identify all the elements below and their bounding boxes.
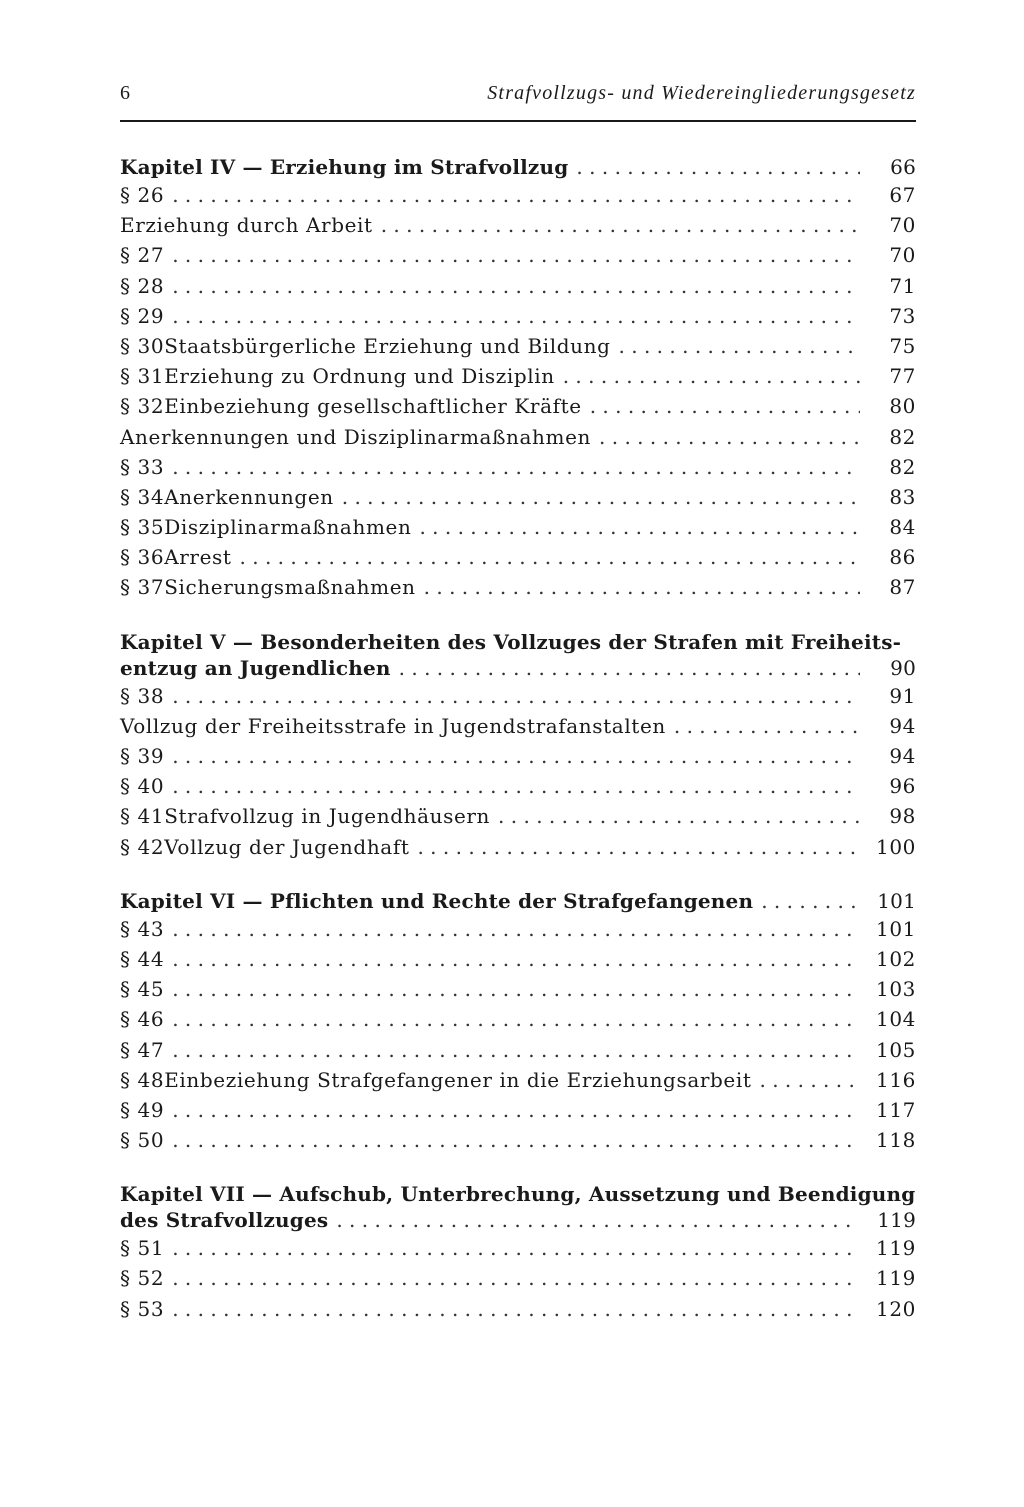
entry-title: Strafvollzug in Jugendhäusern bbox=[164, 804, 491, 829]
leader-dots bbox=[419, 512, 860, 542]
leader-dots bbox=[424, 572, 860, 602]
toc-entry[interactable] bbox=[120, 361, 916, 391]
entry-page-number: 70 bbox=[889, 213, 916, 238]
leader-dots bbox=[381, 210, 860, 240]
chapter-heading-entry[interactable] bbox=[120, 655, 916, 681]
chapter-heading bbox=[120, 629, 916, 655]
leader-dots bbox=[172, 1095, 858, 1125]
toc-entry[interactable] bbox=[120, 1263, 916, 1293]
leader-dots bbox=[172, 914, 858, 944]
toc-entry[interactable] bbox=[120, 711, 916, 741]
toc-entry[interactable] bbox=[120, 741, 916, 771]
section-number: § 48 bbox=[120, 1067, 165, 1092]
leader-dots bbox=[172, 974, 858, 1004]
chapter-block bbox=[120, 888, 916, 1156]
running-title: Strafvollzugs- und Wiedereingliederungsgesetz bbox=[487, 82, 916, 104]
entry-page-number: 116 bbox=[876, 1067, 916, 1092]
entry-page-number: 84 bbox=[889, 515, 916, 540]
leader-dots bbox=[172, 301, 860, 331]
entry-page-number: 104 bbox=[876, 1007, 916, 1032]
leader-dots bbox=[336, 1207, 859, 1233]
entry-page-number: 119 bbox=[876, 1266, 916, 1291]
toc-entry[interactable] bbox=[120, 681, 916, 711]
entry-title: Anerkennungen bbox=[164, 484, 334, 509]
entry-title: Anerkennungen und Disziplinarmaßnahmen bbox=[120, 424, 592, 449]
section-number: § 50 bbox=[120, 1128, 165, 1153]
leader-dots bbox=[342, 482, 860, 512]
section-number: § 40 bbox=[120, 774, 165, 799]
leader-dots bbox=[417, 832, 858, 862]
section-number: § 31 bbox=[120, 364, 165, 389]
entry-page-number: 101 bbox=[876, 916, 916, 941]
leader-dots bbox=[619, 331, 860, 361]
section-number: § 36 bbox=[120, 545, 165, 570]
leader-dots bbox=[172, 1035, 858, 1065]
leader-dots bbox=[498, 801, 860, 831]
section-number: § 49 bbox=[120, 1097, 165, 1122]
leader-dots bbox=[172, 1125, 858, 1155]
entry-page-number: 94 bbox=[889, 713, 916, 738]
entry-page-number: 71 bbox=[889, 273, 916, 298]
toc-entry[interactable] bbox=[120, 422, 916, 452]
chapter-title: des Strafvollzuges bbox=[120, 1208, 329, 1233]
chapter-page-number: 101 bbox=[877, 888, 916, 913]
entry-title: Einbeziehung Strafgefangener in die Erziehungsarbeit bbox=[164, 1067, 752, 1092]
entry-page-number: 86 bbox=[889, 545, 916, 570]
toc-entry[interactable] bbox=[120, 210, 916, 240]
toc-entry[interactable] bbox=[120, 331, 916, 361]
leader-dots bbox=[172, 240, 860, 270]
toc-entry[interactable] bbox=[120, 482, 916, 512]
leader-dots bbox=[599, 422, 860, 452]
chapter-title: entzug an Jugendlichen bbox=[120, 655, 391, 680]
entry-page-number: 67 bbox=[889, 183, 916, 207]
chapter-page-number: 66 bbox=[890, 155, 916, 179]
entry-title: Erziehung zu Ordnung und Disziplin bbox=[164, 364, 555, 389]
entry-title: Erziehung durch Arbeit bbox=[120, 213, 373, 238]
leader-dots bbox=[172, 271, 860, 301]
leader-dots bbox=[399, 655, 860, 681]
entry-page-number: 87 bbox=[889, 575, 916, 600]
leader-dots bbox=[576, 154, 860, 180]
entry-title: Einbeziehung gesellschaftlicher Kräfte bbox=[164, 394, 582, 419]
toc-entry[interactable] bbox=[120, 572, 916, 602]
toc-entry[interactable] bbox=[120, 801, 916, 831]
section-number: § 29 bbox=[120, 303, 165, 328]
entry-page-number: 73 bbox=[889, 303, 916, 328]
section-number: § 47 bbox=[120, 1037, 165, 1062]
entry-page-number: 83 bbox=[889, 484, 916, 509]
entry-page-number: 118 bbox=[876, 1128, 916, 1153]
chapter-heading-entry[interactable] bbox=[120, 1207, 916, 1233]
header-rule bbox=[120, 120, 916, 122]
entry-page-number: 105 bbox=[876, 1037, 916, 1062]
leader-dots bbox=[172, 771, 860, 801]
section-number: § 45 bbox=[120, 977, 165, 1002]
section-number: § 42 bbox=[120, 834, 165, 859]
leader-dots bbox=[172, 741, 860, 771]
toc-entry[interactable] bbox=[120, 452, 916, 482]
toc-entry[interactable] bbox=[120, 512, 916, 542]
section-number: § 34 bbox=[120, 484, 165, 509]
entry-title: Vollzug der Freiheitsstrafe in Jugendstrafanstalten bbox=[120, 713, 666, 738]
toc-entry[interactable] bbox=[120, 1294, 916, 1324]
leader-dots bbox=[674, 711, 860, 741]
section-number: § 35 bbox=[120, 515, 165, 540]
leader-dots bbox=[172, 1263, 858, 1293]
leader-dots bbox=[240, 542, 860, 572]
section-number: § 27 bbox=[120, 243, 165, 268]
chapter-page-number: 90 bbox=[890, 655, 916, 680]
section-number: § 52 bbox=[120, 1266, 165, 1291]
toc-entry[interactable] bbox=[120, 944, 916, 974]
entry-page-number: 102 bbox=[876, 946, 916, 971]
leader-dots bbox=[172, 944, 858, 974]
section-number: § 53 bbox=[120, 1296, 165, 1321]
entry-page-number: 91 bbox=[889, 683, 916, 708]
toc-entry[interactable] bbox=[120, 271, 916, 301]
chapter-title: Kapitel VI — Pflichten und Rechte der Strafgefangenen bbox=[120, 888, 754, 913]
toc-entry[interactable] bbox=[120, 771, 916, 801]
leader-dots bbox=[172, 452, 860, 482]
chapter-block bbox=[120, 1181, 916, 1324]
leader-dots bbox=[172, 681, 860, 711]
entry-title: Sicherungsmaßnahmen bbox=[164, 575, 416, 600]
entry-page-number: 75 bbox=[889, 333, 916, 358]
section-number: § 38 bbox=[120, 683, 165, 708]
entry-page-number: 119 bbox=[876, 1236, 916, 1261]
toc-entry[interactable] bbox=[120, 542, 916, 572]
page-number: 6 bbox=[120, 82, 130, 104]
entry-title: Disziplinarmaßnahmen bbox=[164, 515, 412, 540]
section-number: § 30 bbox=[120, 333, 165, 358]
toc-entry[interactable] bbox=[120, 832, 916, 862]
running-header bbox=[120, 82, 916, 105]
toc-entry[interactable] bbox=[120, 301, 916, 331]
chapter-heading-entry[interactable] bbox=[120, 154, 916, 180]
entry-page-number: 82 bbox=[889, 424, 916, 449]
section-number: § 37 bbox=[120, 575, 165, 600]
section-number: § 46 bbox=[120, 1007, 165, 1032]
section-number: § 51 bbox=[120, 1236, 165, 1261]
leader-dots bbox=[172, 1294, 858, 1324]
section-number: § 33 bbox=[120, 454, 165, 479]
leader-dots bbox=[761, 888, 859, 914]
leader-dots bbox=[172, 1233, 858, 1263]
chapter-heading-line: Kapitel VII — Aufschub, Unterbrechung, Aussetzung und Beendigung bbox=[120, 1182, 916, 1207]
entry-page-number: 77 bbox=[889, 364, 916, 389]
entry-title: Vollzug der Jugendhaft bbox=[164, 834, 410, 859]
section-number: § 43 bbox=[120, 916, 165, 941]
toc-entry[interactable] bbox=[120, 1065, 916, 1095]
entry-page-number: 70 bbox=[889, 243, 916, 268]
entry-page-number: 100 bbox=[876, 834, 916, 859]
entry-page-number: 80 bbox=[889, 394, 916, 419]
leader-dots bbox=[172, 180, 860, 210]
section-number: § 44 bbox=[120, 946, 165, 971]
leader-dots bbox=[563, 361, 860, 391]
entry-page-number: 96 bbox=[889, 774, 916, 799]
toc-entry[interactable] bbox=[120, 1035, 916, 1065]
section-number: § 28 bbox=[120, 273, 165, 298]
section-number: § 26 bbox=[120, 183, 165, 207]
chapter-heading bbox=[120, 1181, 916, 1207]
table-of-contents bbox=[120, 154, 916, 1350]
chapter-block bbox=[120, 629, 916, 862]
toc-entry[interactable] bbox=[120, 240, 916, 270]
entry-title: Staatsbürgerliche Erziehung und Bildung bbox=[164, 333, 611, 358]
toc-entry[interactable] bbox=[120, 391, 916, 421]
toc-entry[interactable] bbox=[120, 1004, 916, 1034]
toc-entry[interactable] bbox=[120, 1095, 916, 1125]
toc-entry[interactable] bbox=[120, 914, 916, 944]
toc-entry[interactable] bbox=[120, 974, 916, 1004]
section-number: § 39 bbox=[120, 744, 165, 768]
chapter-heading-entry[interactable] bbox=[120, 888, 916, 914]
entry-page-number: 98 bbox=[889, 804, 916, 829]
chapter-heading-line: Kapitel V — Besonderheiten des Vollzuges der Strafen mit Freiheits- bbox=[120, 629, 902, 654]
leader-dots bbox=[172, 1004, 858, 1034]
entry-title: Arrest bbox=[164, 545, 232, 570]
leader-dots bbox=[590, 391, 860, 421]
chapter-block bbox=[120, 154, 916, 603]
entry-page-number: 82 bbox=[889, 454, 916, 479]
leader-dots bbox=[759, 1065, 858, 1095]
section-number: § 41 bbox=[120, 804, 165, 829]
toc-entry[interactable] bbox=[120, 1233, 916, 1263]
chapter-page-number: 119 bbox=[877, 1208, 916, 1233]
entry-page-number: 103 bbox=[876, 977, 916, 1002]
toc-entry[interactable] bbox=[120, 180, 916, 210]
section-number: § 32 bbox=[120, 394, 165, 419]
entry-page-number: 117 bbox=[876, 1097, 916, 1122]
entry-page-number: 120 bbox=[876, 1296, 916, 1321]
entry-page-number: 94 bbox=[889, 744, 916, 768]
chapter-title: Kapitel IV — Erziehung im Strafvollzug bbox=[120, 155, 569, 179]
toc-entry[interactable] bbox=[120, 1125, 916, 1155]
